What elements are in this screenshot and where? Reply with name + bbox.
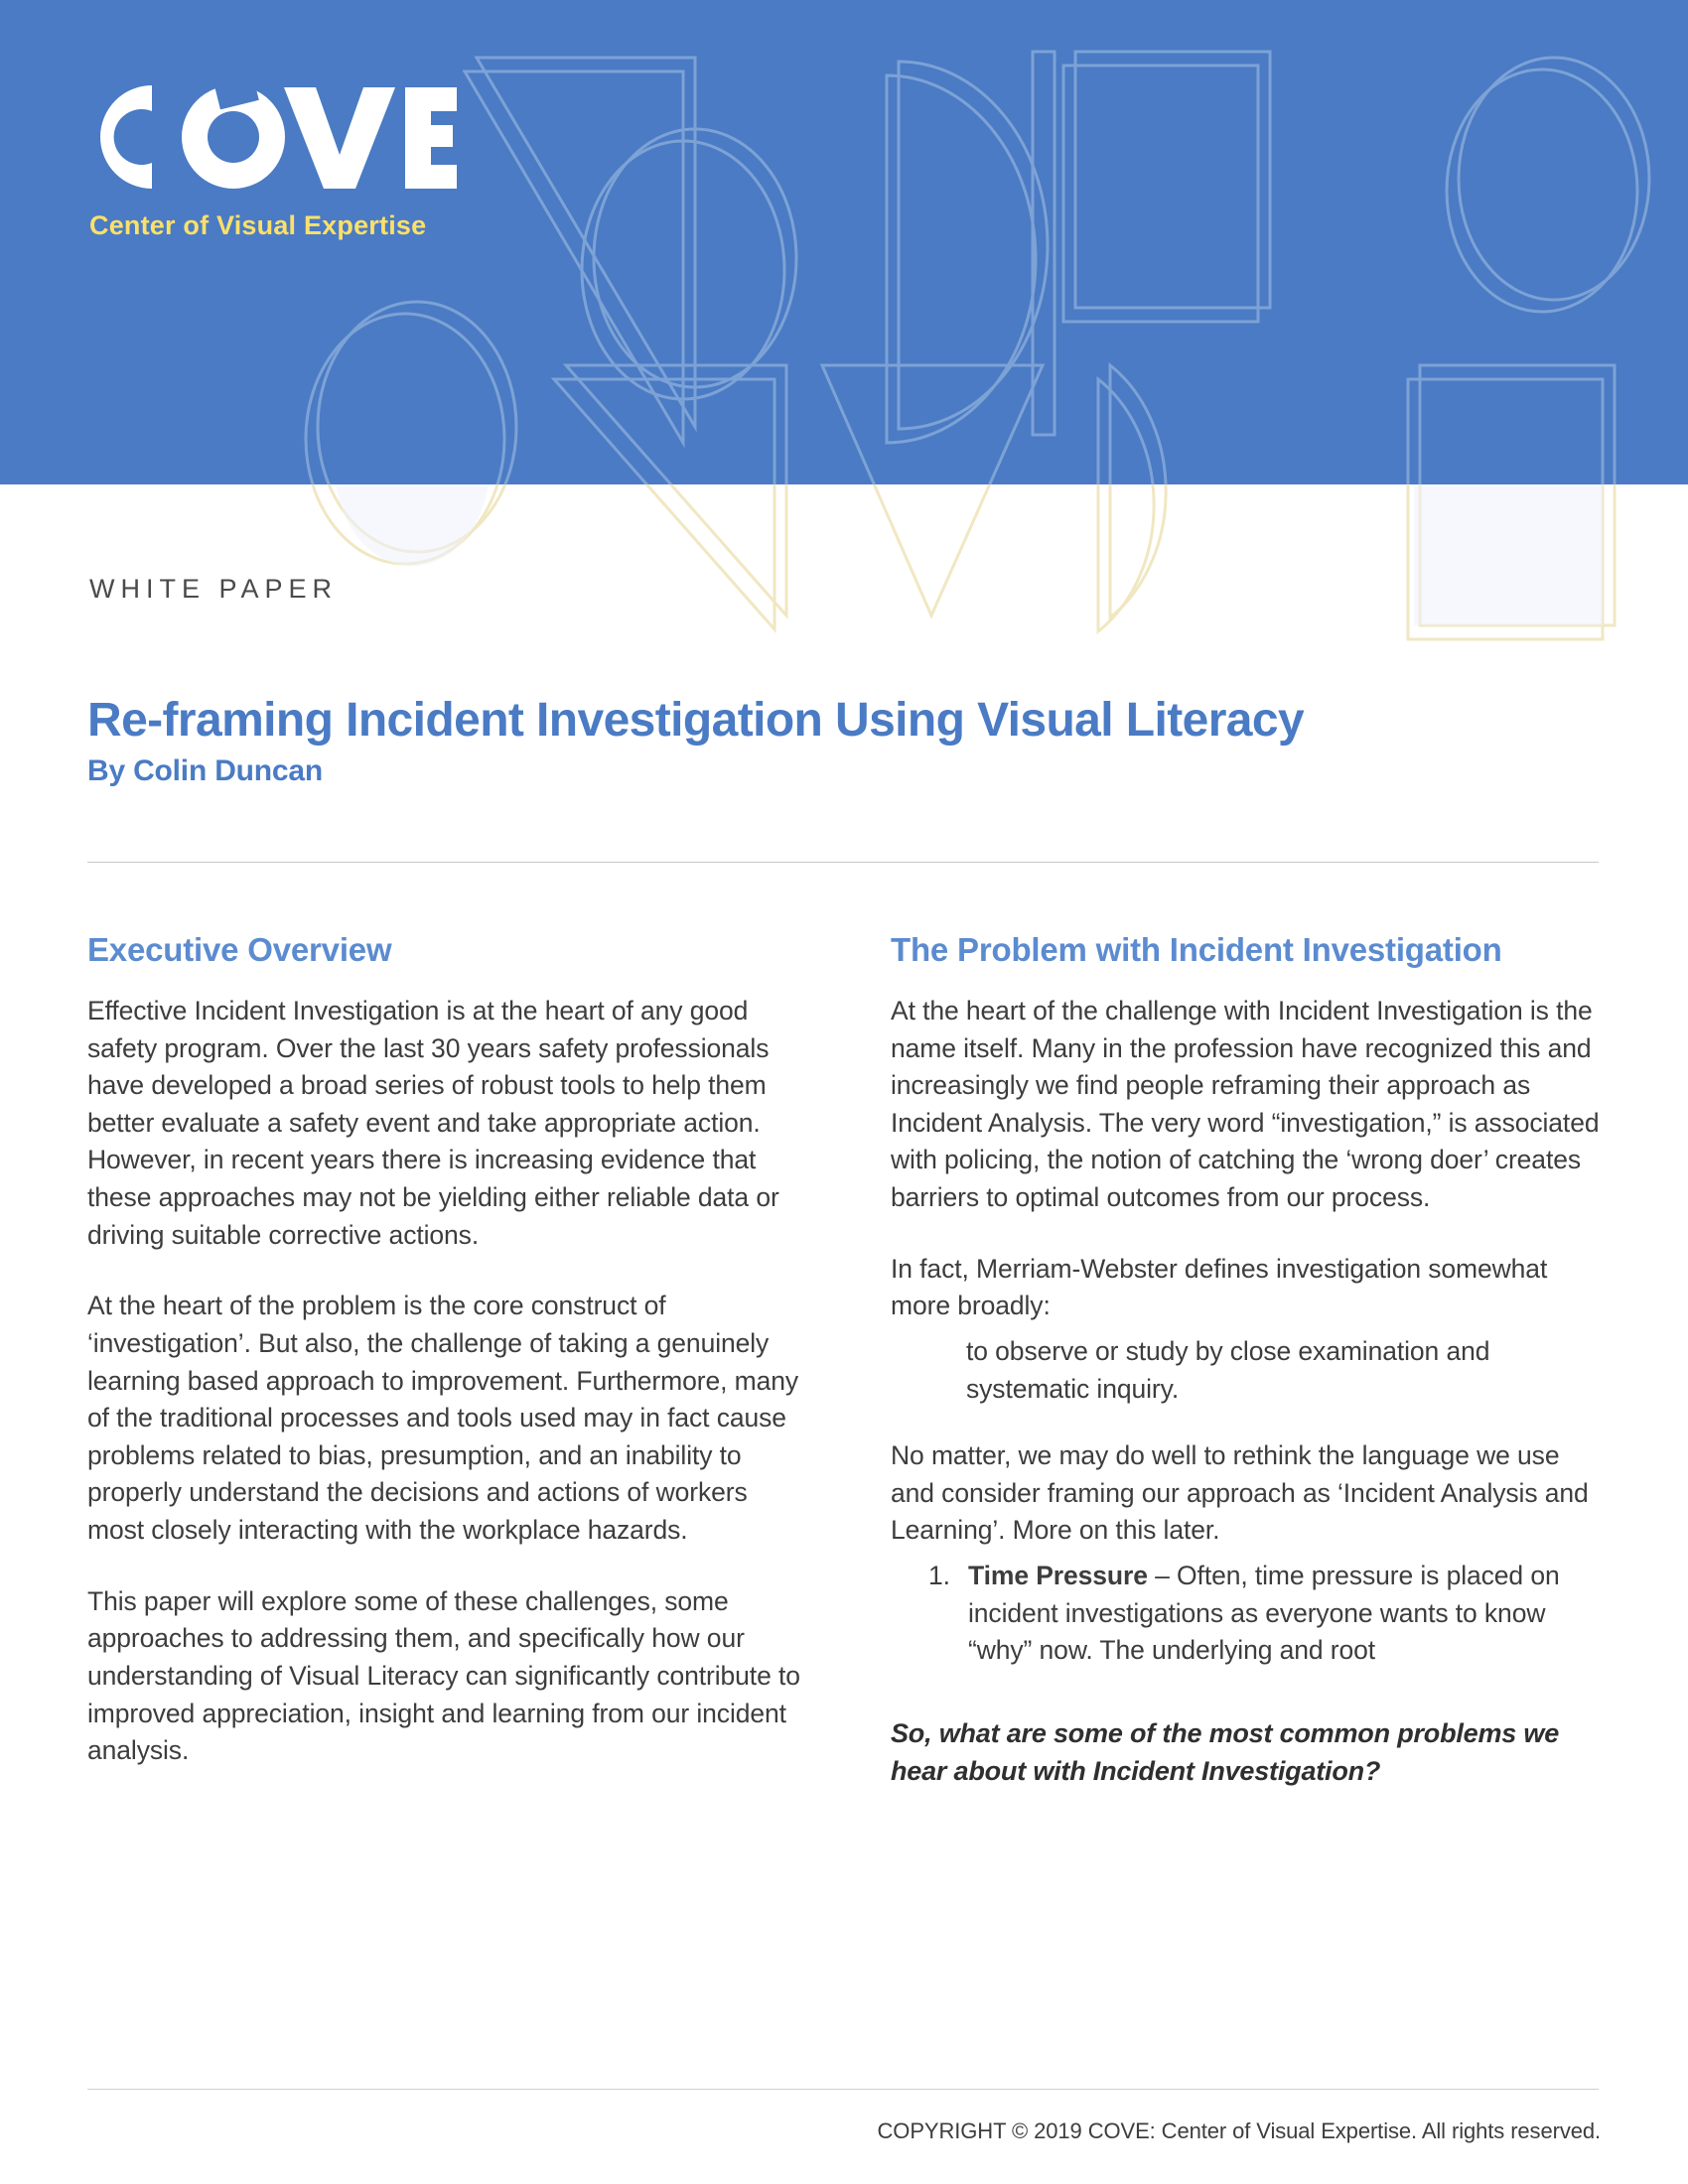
brand-tagline: Center of Visual Expertise bbox=[89, 210, 427, 240]
document-type-eyebrow: WHITE PAPER bbox=[89, 574, 339, 604]
author-byline: By Colin Duncan bbox=[87, 753, 324, 787]
section-heading-executive-overview: Executive Overview bbox=[87, 931, 392, 968]
paragraph: No matter, we may do well to rethink the language we use and consider framing our approach as ‘Incident Analysis and Learning’. More on this later. bbox=[891, 1440, 1589, 1546]
footer-divider bbox=[87, 2089, 1599, 2090]
right-column bbox=[891, 931, 1605, 1791]
list-item-term: Time Pressure bbox=[968, 1561, 1148, 1591]
paragraph: At the heart of the challenge with Incident Investigation is the name itself. Many in the profession have recognized this and increasingly we find people reframing their approach as Incident Analysis. The very word “investigation,” is associated with policing, the notion of catching the ‘wrong doer’ creates barriers to optimal outcomes from our process. bbox=[891, 995, 1600, 1213]
left-column bbox=[87, 931, 801, 1791]
page-title: Re-framing Incident Investigation Using Visual Literacy bbox=[87, 694, 1305, 747]
header-band bbox=[0, 0, 1688, 484]
paragraph: In fact, Merriam-Webster defines investigation somewhat more broadly: bbox=[891, 1253, 1548, 1321]
brand-logo bbox=[89, 77, 457, 241]
body-columns bbox=[87, 931, 1605, 1791]
title-divider bbox=[87, 862, 1599, 863]
problem-list bbox=[891, 1558, 1605, 1670]
paragraph: This paper will explore some of these challenges, some approaches to addressing them, and specifically how our understanding of Visual Literacy can significantly contribute to improved appreciation, insight and learning from our incident analysis. bbox=[87, 1585, 800, 1766]
definition-quote: to observe or study by close examination and systematic inquiry. bbox=[966, 1335, 1490, 1404]
title-block bbox=[87, 695, 1607, 789]
closing-question: So, what are some of the most common problems we hear about with Incident Investigation? bbox=[891, 1717, 1560, 1786]
cove-wordmark-icon bbox=[89, 77, 457, 197]
copyright-notice: COPYRIGHT © 2019 COVE: Center of Visual Expertise. All rights reserved. bbox=[877, 2118, 1601, 2143]
paragraph: Effective Incident Investigation is at the heart of any good safety program. Over the last 30 years safety professionals have developed a broad series of robust tools to help them better evaluate a safety event and take appropriate action. However, in recent years there is increasing evidence that these approaches may not be yielding either reliable data or driving suitable corrective actions. bbox=[87, 995, 779, 1250]
list-item bbox=[891, 1558, 1605, 1670]
list-item-text: – Often, time pressure is placed on incident investigations as everyone wants to know “why” now. The underlying and root bbox=[968, 1561, 1560, 1666]
section-heading-problem-with-incident-investigation: The Problem with Incident Investigation bbox=[891, 931, 1502, 968]
paragraph: At the heart of the problem is the core construct of ‘investigation’. But also, the challenge of taking a genuinely learning based approach to improvement. Furthermore, many of the traditional processes and tools used may in fact cause problems related to bias, presumption, and an inability to properly understand the decisions and actions of workers most closely interacting with the workplace hazards. bbox=[87, 1291, 799, 1546]
